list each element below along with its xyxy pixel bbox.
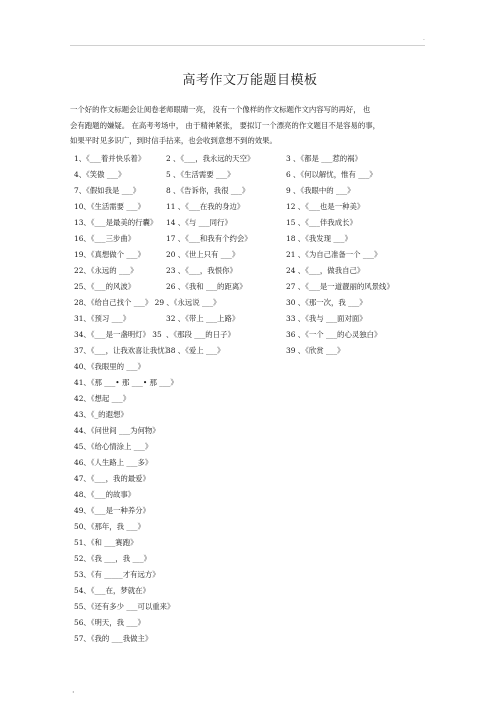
title-row [74, 167, 434, 183]
title-item: 9 、《我眼中的 ___》 [286, 186, 355, 195]
title-row [74, 455, 434, 471]
title-row [74, 199, 434, 215]
title-item: 31、《预习 ___》 [74, 314, 131, 323]
title-item: 18 、《我发现 ___》 [286, 234, 352, 243]
title-row [74, 487, 434, 503]
title-item: 49、《___是一种养分》 [74, 506, 150, 515]
title-item: 47、《___，我的最爱》 [74, 474, 150, 483]
title-row [74, 519, 434, 535]
title-item: 55、《还有多少 ___可以重来》 [74, 602, 175, 611]
title-item: 28、《给自己找个 ___》 29 、《永远说 ___》 [74, 298, 221, 307]
title-item: 23 、《___，我恨你》 [166, 266, 237, 275]
title-row [74, 423, 434, 439]
header-mark: · [423, 37, 425, 44]
title-row [74, 183, 434, 199]
title-item: 7、《假如我是 ___》 [74, 186, 141, 195]
title-item: 6 、《何以解忧，惟有 ___》 [286, 170, 377, 179]
intro-line: 会有跑题的嫌疑。 在高考考场中， 由于精神紧张， 要拟订一个漂亮的作文题目不是容易的事， [70, 120, 381, 130]
title-row [74, 567, 434, 583]
title-item: 32 、《带上 ___上路》 [166, 314, 240, 323]
footer-mark: · [72, 688, 75, 697]
title-item: 24 、《___，做我自己》 [286, 266, 365, 275]
title-item: 40、《我眼里的 ___》 [74, 362, 145, 371]
title-item: 8 、《告诉你，我很 ___》 [166, 186, 250, 195]
title-item: 37、《___，让我欢喜让我忧》 [74, 346, 173, 355]
title-item: 54、《___在，梦就在》 [74, 586, 150, 595]
title-row [74, 615, 434, 631]
title-item: 17 、《___和我有个约会》 [166, 234, 252, 243]
intro-line: 一个好的作文标题会让阅卷老师眼睛一亮， 没有一个像样的作文标题作文内容写的再好， 也 [70, 105, 371, 114]
title-row [74, 375, 434, 391]
title-item: 57、《我的 ___我做主》 [74, 634, 153, 643]
title-item: 46、《人生路上 ___多》 [74, 458, 153, 467]
title-row [74, 343, 434, 359]
title-row [74, 327, 434, 343]
title-item: 20 、《世上只有 ___》 [166, 250, 240, 259]
document-title: 高考作文万能题目模板 [182, 73, 318, 88]
title-item: 4、《笑傲 ___》 [74, 170, 126, 179]
title-row [74, 407, 434, 423]
title-item: 16、《___三步曲》 [74, 234, 136, 243]
title-item: 41、《那 ___• 那 ___• 那 ___》 [74, 378, 178, 387]
title-item: 13、《___是最美的行囊》 [74, 218, 158, 227]
title-item: 51、《和 ___赛跑》 [74, 538, 138, 547]
title-row [74, 231, 434, 247]
title-item: 27 、《___是一道靓丽的风景线》 [286, 282, 394, 291]
title-item: 15 、《___伴我成长》 [286, 218, 357, 227]
title-item: 10、《生活需要 ___》 [74, 202, 145, 211]
title-item: 19、《真想做个 ___》 [74, 250, 145, 259]
title-row [74, 503, 434, 519]
title-item: 48、《___的故事》 [74, 490, 136, 499]
title-row [74, 311, 434, 327]
title-item: 11 、《___在我的身边》 [166, 202, 245, 211]
title-row [74, 471, 434, 487]
title-row [74, 279, 434, 295]
title-item: 44、《问世间 ___为何物》 [74, 426, 160, 435]
title-item: 21 、《为自己准备一个 ___》 [286, 250, 382, 259]
intro-line: 如果平时见多识广，到时信手拈来，也会收到意想不到的效果。 [70, 136, 277, 146]
title-row [74, 439, 434, 455]
title-item: 33 、《我与 ___面对面》 [286, 314, 367, 323]
title-item: 2 、《___，我永远的天空》 [166, 154, 255, 163]
title-item: 53、《有 _____才有远方》 [74, 570, 160, 579]
title-row [74, 583, 434, 599]
title-row [74, 599, 434, 615]
title-item: 5 、《生活需要 ___》 [166, 170, 235, 179]
title-item: 56、《明天，我 ___》 [74, 618, 145, 627]
title-row [74, 295, 434, 311]
title-row [74, 263, 434, 279]
title-item: 52、《我 ___，我 ___》 [74, 554, 151, 563]
title-item: 12 、《___也是一种美》 [286, 202, 365, 211]
title-item: 38 、《爱上 ___》 [166, 346, 225, 355]
title-row [74, 359, 434, 375]
title-row [74, 631, 434, 647]
title-item: 26 、《我和 ___的距离》 [166, 282, 247, 291]
title-item: 34、《___是一盏明灯》 35 [74, 330, 162, 339]
title-item: 42、《想起 ___》 [74, 394, 131, 403]
title-item: 50、《那年，我 ___》 [74, 522, 145, 531]
title-template-list [74, 151, 434, 647]
title-item: 22、《永远的 ___》 [74, 266, 138, 275]
title-row [74, 151, 434, 167]
title-row [74, 215, 434, 231]
title-row [74, 247, 434, 263]
title-item: 36 、《一个 ___的心灵独白》 [286, 330, 382, 339]
header-rule [70, 45, 425, 46]
title-item: 、《那段 ___的日子》 [166, 330, 235, 339]
title-row [74, 535, 434, 551]
title-item: 3 、《都是 ___惹的祸》 [286, 154, 362, 163]
intro-paragraph [70, 102, 430, 149]
title-row [74, 391, 434, 407]
title-item: 25、《___的风波》 [74, 282, 136, 291]
title-item: 45、《给心情涂上 ___》 [74, 442, 153, 451]
title-item: 39 、《欣赏 ___》 [286, 346, 345, 355]
title-item: 1、《___着并快乐着》 [74, 154, 146, 163]
title-item: 43、《_的遐想》 [74, 410, 128, 419]
title-item: 30 、《那一次，我 ___》 [286, 298, 367, 307]
title-row [74, 551, 434, 567]
title-item: 14 、《与 ___同行》 [166, 218, 232, 227]
